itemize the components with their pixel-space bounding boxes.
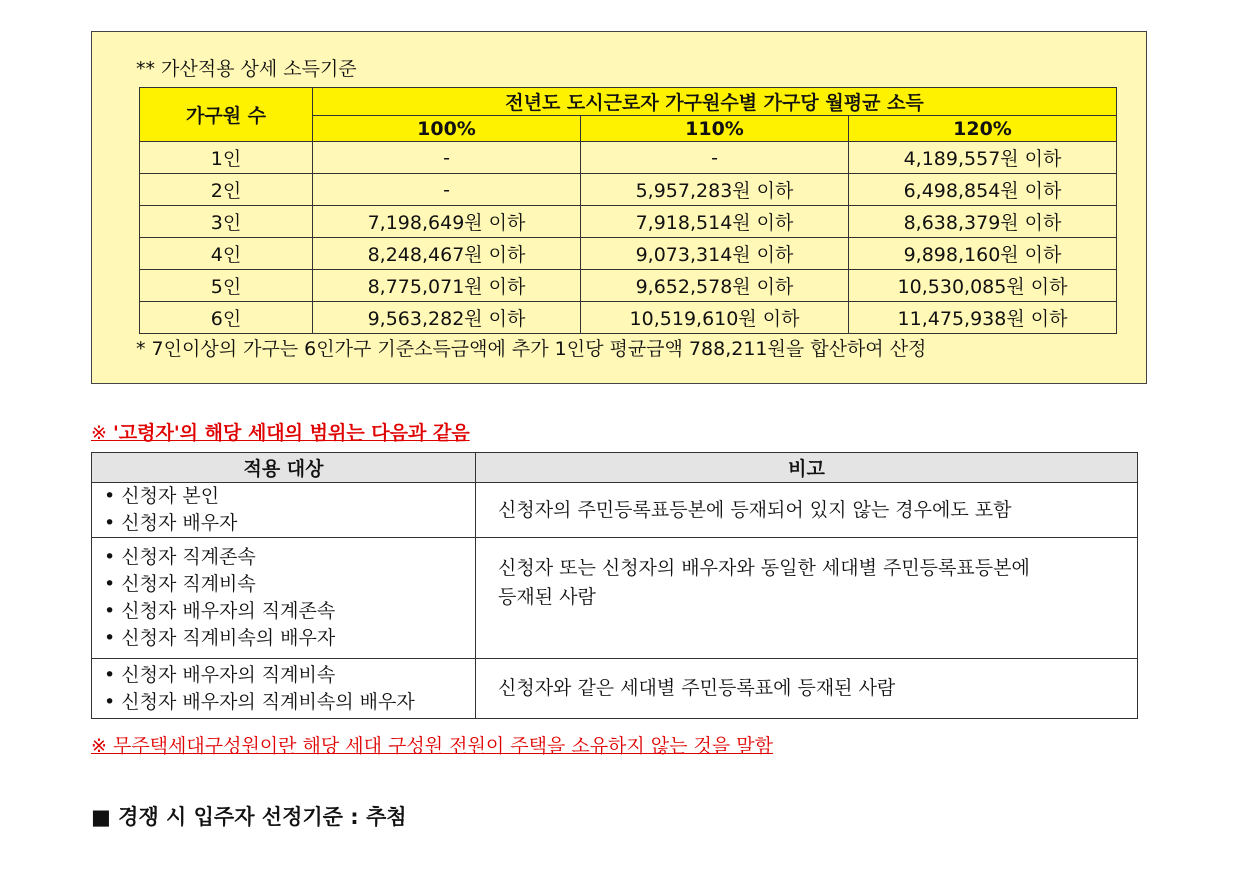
income-100: - (313, 142, 581, 174)
income-100: - (313, 174, 581, 206)
header-income: 전년도 도시근로자 가구원수별 가구당 월평균 소득 (313, 88, 1117, 116)
income-110: 9,073,314원 이하 (581, 238, 849, 270)
note-line: 신청자 또는 신청자의 배우자와 동일한 세대별 주민등록표등본에 (498, 557, 1030, 579)
header-target: 적용 대상 (92, 453, 476, 483)
note-cell: 신청자의 주민등록표등본에 등재되어 있지 않는 경우에도 포함 (476, 483, 1138, 538)
household-size: 3인 (140, 206, 313, 238)
no-house-note: ※ 무주택세대구성원이란 해당 세대 구성원 전원이 주택을 소유하지 않는 것을 말함 (91, 735, 773, 757)
household-size: 1인 (140, 142, 313, 174)
header-household: 가구원 수 (140, 88, 313, 142)
income-120: 4,189,557원 이하 (849, 142, 1117, 174)
list-item: • 신청자 배우자의 직계존속 (104, 598, 475, 625)
selection-criteria: ■ 경쟁 시 입주자 선정기준 : 추첨 (91, 805, 407, 829)
income-110: 7,918,514원 이하 (581, 206, 849, 238)
list-item: • 신청자 배우자 (104, 510, 475, 537)
target-cell (92, 483, 476, 538)
household-size: 6인 (140, 302, 313, 334)
table-row (92, 538, 1138, 659)
elderly-heading (91, 418, 470, 445)
income-120: 10,530,085원 이하 (849, 270, 1117, 302)
income-100: 8,775,071원 이하 (313, 270, 581, 302)
income-110: - (581, 142, 849, 174)
header-100: 100% (313, 116, 581, 142)
household-size: 2인 (140, 174, 313, 206)
header-120: 120% (849, 116, 1117, 142)
income-110: 10,519,610원 이하 (581, 302, 849, 334)
income-120: 11,475,938원 이하 (849, 302, 1117, 334)
income-100: 9,563,282원 이하 (313, 302, 581, 334)
table-row (92, 659, 1138, 719)
list-item: • 신청자 직계비속의 배우자 (104, 625, 475, 652)
list-item: • 신청자 본인 (104, 483, 475, 510)
income-criteria-box (91, 31, 1147, 384)
header-note: 비고 (476, 453, 1138, 483)
household-size: 5인 (140, 270, 313, 302)
income-box-title: ** 가산적용 상세 소득기준 (136, 58, 357, 80)
income-120: 6,498,854원 이하 (849, 174, 1117, 206)
table-row (140, 270, 1117, 302)
target-cell (92, 538, 476, 659)
note-cell (476, 538, 1138, 659)
income-100: 7,198,649원 이하 (313, 206, 581, 238)
income-table (139, 87, 1117, 334)
list-item: • 신청자 직계비속 (104, 571, 475, 598)
table-row (140, 302, 1117, 334)
elderly-table (91, 452, 1138, 719)
household-size: 4인 (140, 238, 313, 270)
table-row (92, 483, 1138, 538)
income-120: 8,638,379원 이하 (849, 206, 1117, 238)
table-row (140, 142, 1117, 174)
table-row (140, 174, 1117, 206)
income-footnote: * 7인이상의 가구는 6인가구 기준소득금액에 추가 1인당 평균금액 788,211원을 합산하여 산정 (136, 338, 927, 360)
income-120: 9,898,160원 이하 (849, 238, 1117, 270)
elderly-heading-text: '고령자'의 해당 세대의 범위는 다음과 같음 (112, 422, 470, 444)
income-110: 9,652,578원 이하 (581, 270, 849, 302)
table-row (140, 206, 1117, 238)
table-row (140, 238, 1117, 270)
list-item: • 신청자 직계존속 (104, 544, 475, 571)
note-line: 등재된 사람 (498, 586, 596, 608)
note-cell: 신청자와 같은 세대별 주민등록표에 등재된 사람 (476, 659, 1138, 719)
list-item: • 신청자 배우자의 직계비속 (104, 662, 475, 689)
target-cell (92, 659, 476, 719)
list-item: • 신청자 배우자의 직계비속의 배우자 (104, 689, 475, 716)
reference-mark: ※ (91, 422, 113, 444)
income-100: 8,248,467원 이하 (313, 238, 581, 270)
header-110: 110% (581, 116, 849, 142)
income-110: 5,957,283원 이하 (581, 174, 849, 206)
